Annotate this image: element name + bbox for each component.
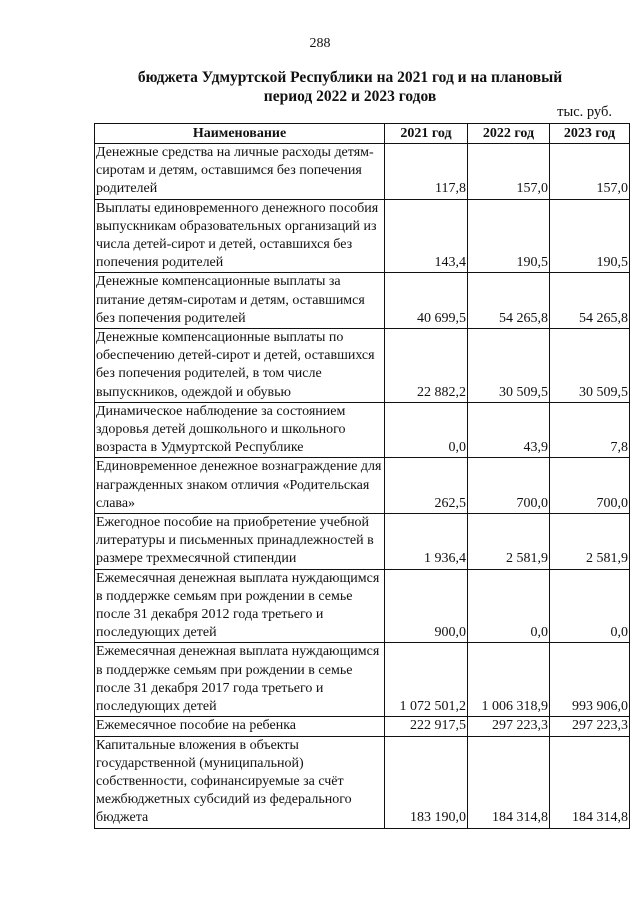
table-row: [95, 458, 630, 514]
header-row: [95, 124, 630, 144]
row-value-2023: 993 906,0: [550, 643, 630, 717]
unit-label: тыс. руб.: [557, 104, 612, 120]
row-value-2022: 30 509,5: [468, 329, 550, 403]
row-value-2022: 43,9: [468, 402, 550, 458]
row-value-2023: 184 314,8: [550, 736, 630, 828]
table-row: [95, 273, 630, 329]
row-value-2021: 40 699,5: [385, 273, 468, 329]
row-name-cell: Денежные средства на личные расходы детям-сиротам и детям, оставшимся без попечения родителей: [95, 144, 385, 200]
row-name-cell: Капитальные вложения в объекты государственной (муниципальной) собственности, софинансируемые за счёт межбюджетных субсидий из федерального бюджета: [95, 736, 385, 828]
row-value-2021: 143,4: [385, 199, 468, 273]
row-value-2023: 157,0: [550, 144, 630, 200]
row-value-2022: 700,0: [468, 458, 550, 514]
row-value-2022: 54 265,8: [468, 273, 550, 329]
column-header-name: Наименование: [95, 124, 385, 144]
column-header-2021: 2021 год: [385, 124, 468, 144]
row-name-cell: Ежемесячная денежная выплата нуждающимся в поддержке семьям при рождении в семье после 31 декабря 2017 года третьего и последующих детей: [95, 643, 385, 717]
row-value-2023: 54 265,8: [550, 273, 630, 329]
row-value-2021: 1 936,4: [385, 514, 468, 570]
row-value-2023: 297 223,3: [550, 717, 630, 736]
row-value-2023: 7,8: [550, 402, 630, 458]
table-row: [95, 402, 630, 458]
row-name-cell: Ежемесячное пособие на ребенка: [95, 717, 385, 736]
row-value-2022: 184 314,8: [468, 736, 550, 828]
row-value-2021: 183 190,0: [385, 736, 468, 828]
row-name-cell: Выплаты единовременного денежного пособия выпускникам образовательных организаций из числа детей-сирот и детей, оставшихся без попечения родителей: [95, 199, 385, 273]
title-line-2: период 2022 и 2023 годов: [263, 88, 437, 105]
row-name-cell: Денежные компенсационные выплаты за питание детям-сиротам и детям, оставшимся без попечения родителей: [95, 273, 385, 329]
row-name-cell: Ежегодное пособие на приобретение учебной литературы и письменных принадлежностей в размере трехмесячной стипендии: [95, 514, 385, 570]
row-value-2022: 190,5: [468, 199, 550, 273]
table-row: [95, 569, 630, 643]
row-value-2023: 30 509,5: [550, 329, 630, 403]
row-name-cell: Денежные компенсационные выплаты по обеспечению детей-сирот и детей, оставшихся без попечения родителей, в том числе выпускников, одеждой и обувью: [95, 329, 385, 403]
row-value-2022: 2 581,9: [468, 514, 550, 570]
row-value-2021: 262,5: [385, 458, 468, 514]
page-number: 288: [309, 36, 331, 51]
row-value-2023: 0,0: [550, 569, 630, 643]
document-title: [100, 68, 600, 106]
budget-table: [94, 123, 630, 829]
row-value-2023: 2 581,9: [550, 514, 630, 570]
row-value-2021: 900,0: [385, 569, 468, 643]
row-value-2023: 700,0: [550, 458, 630, 514]
row-value-2022: 157,0: [468, 144, 550, 200]
column-header-2023: 2023 год: [550, 124, 630, 144]
table-row: [95, 144, 630, 200]
table-row: [95, 717, 630, 736]
row-value-2022: 297 223,3: [468, 717, 550, 736]
table-row: [95, 329, 630, 403]
row-name-cell: Ежемесячная денежная выплата нуждающимся в поддержке семьям при рождении в семье после 31 декабря 2012 года третьего и последующих детей: [95, 569, 385, 643]
table-row: [95, 643, 630, 717]
row-value-2022: 0,0: [468, 569, 550, 643]
table-row: [95, 199, 630, 273]
title-line-1: бюджета Удмуртской Республики на 2021 год и на плановый: [137, 69, 563, 86]
row-value-2021: 22 882,2: [385, 329, 468, 403]
row-name-cell: Динамическое наблюдение за состоянием здоровья детей дошкольного и школьного возраста в Удмуртской Республике: [95, 402, 385, 458]
row-value-2021: 117,8: [385, 144, 468, 200]
column-header-2022: 2022 год: [468, 124, 550, 144]
row-value-2021: 222 917,5: [385, 717, 468, 736]
row-value-2022: 1 006 318,9: [468, 643, 550, 717]
row-value-2021: 1 072 501,2: [385, 643, 468, 717]
row-value-2021: 0,0: [385, 402, 468, 458]
row-value-2023: 190,5: [550, 199, 630, 273]
table-row: [95, 736, 630, 828]
table-row: [95, 514, 630, 570]
row-name-cell: Единовременное денежное вознаграждение для награжденных знаком отличия «Родительская слава»: [95, 458, 385, 514]
